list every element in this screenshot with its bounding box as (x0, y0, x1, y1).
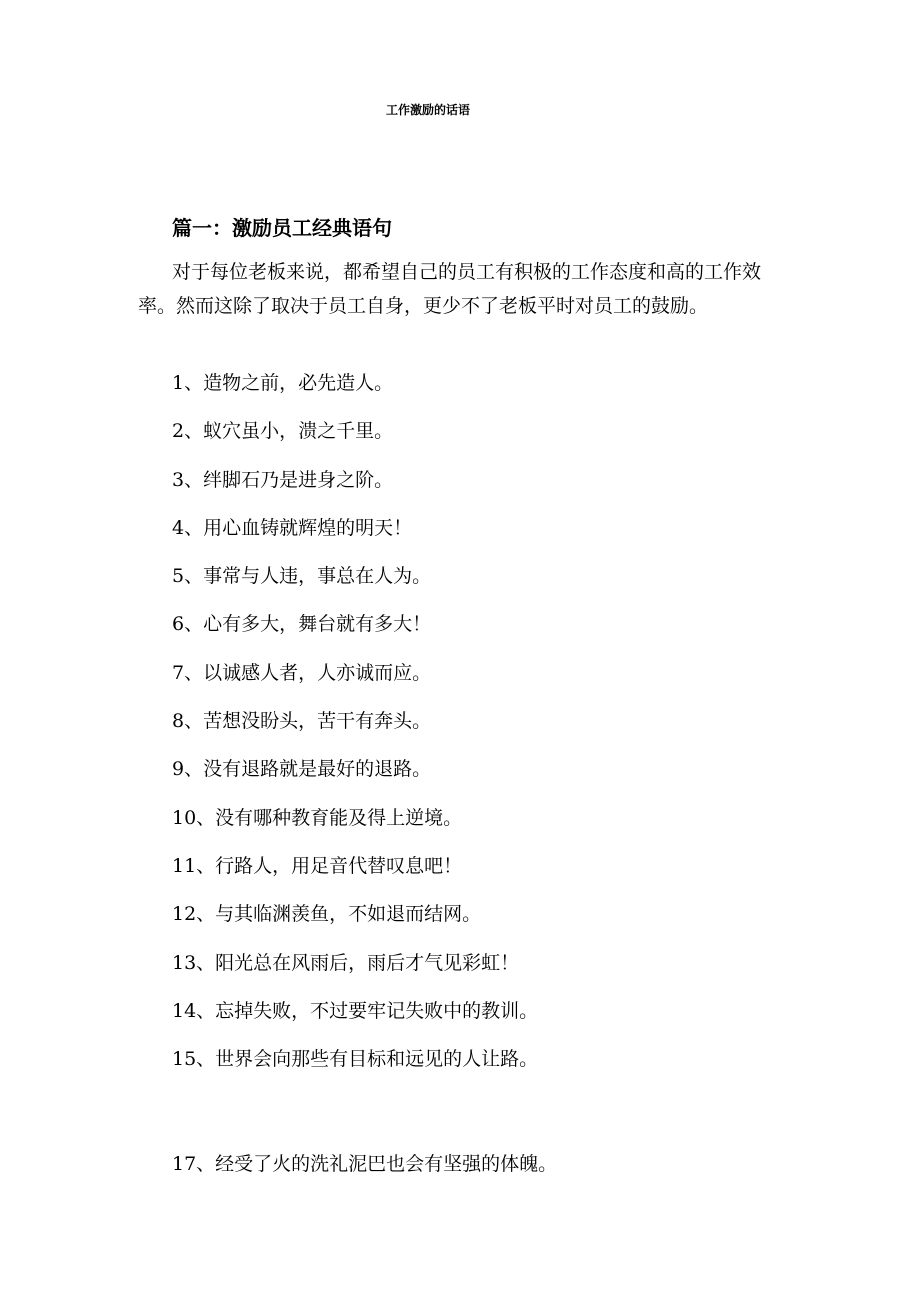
list-item: 7、以诚感人者，人亦诚而应。 (172, 661, 432, 684)
list-item: 2、蚁穴虽小，溃之千里。 (172, 420, 394, 443)
list-item: 3、绊脚石乃是进身之阶。 (172, 468, 394, 491)
section-heading: 篇一：激励员工经典语句 (172, 216, 392, 240)
list-item: 12、与其临渊羡鱼，不如退而结网。 (172, 903, 482, 926)
list-item: 10、没有哪种教育能及得上逆境。 (172, 806, 463, 829)
intro-paragraph: 对于每位老板来说，都希望自己的员工有积极的工作态度和高的工作效率。然而这除了取决于员工自身，更少不了老板平时对员工的鼓励。 (138, 261, 762, 317)
list-item: 6、心有多大，舞台就有多大！ (172, 613, 432, 636)
list-item: 9、没有退路就是最好的退路。 (172, 758, 432, 781)
list-item: 8、苦想没盼头，苦干有奔头。 (172, 710, 432, 733)
list-item: 5、事常与人违，事总在人为。 (172, 565, 432, 588)
list-item: 17、经受了火的洗礼泥巴也会有坚强的体魄。 (172, 1153, 558, 1176)
quote-list (172, 369, 557, 1199)
list-item: 1、造物之前，必先造人。 (172, 372, 394, 394)
list-item: 11、行路人，用足音代替叹息吧！ (172, 854, 463, 877)
document-title: 工作激励的话语 (385, 103, 470, 117)
list-item: 4、用心血铸就辉煌的明天！ (172, 516, 413, 539)
list-item: 13、阳光总在风雨后，雨后才气见彩虹！ (172, 951, 520, 974)
list-item: 15、世界会向那些有目标和远见的人让路。 (172, 1048, 539, 1071)
list-item: 14、忘掉失败，不过要牢记失败中的教训。 (172, 999, 539, 1022)
